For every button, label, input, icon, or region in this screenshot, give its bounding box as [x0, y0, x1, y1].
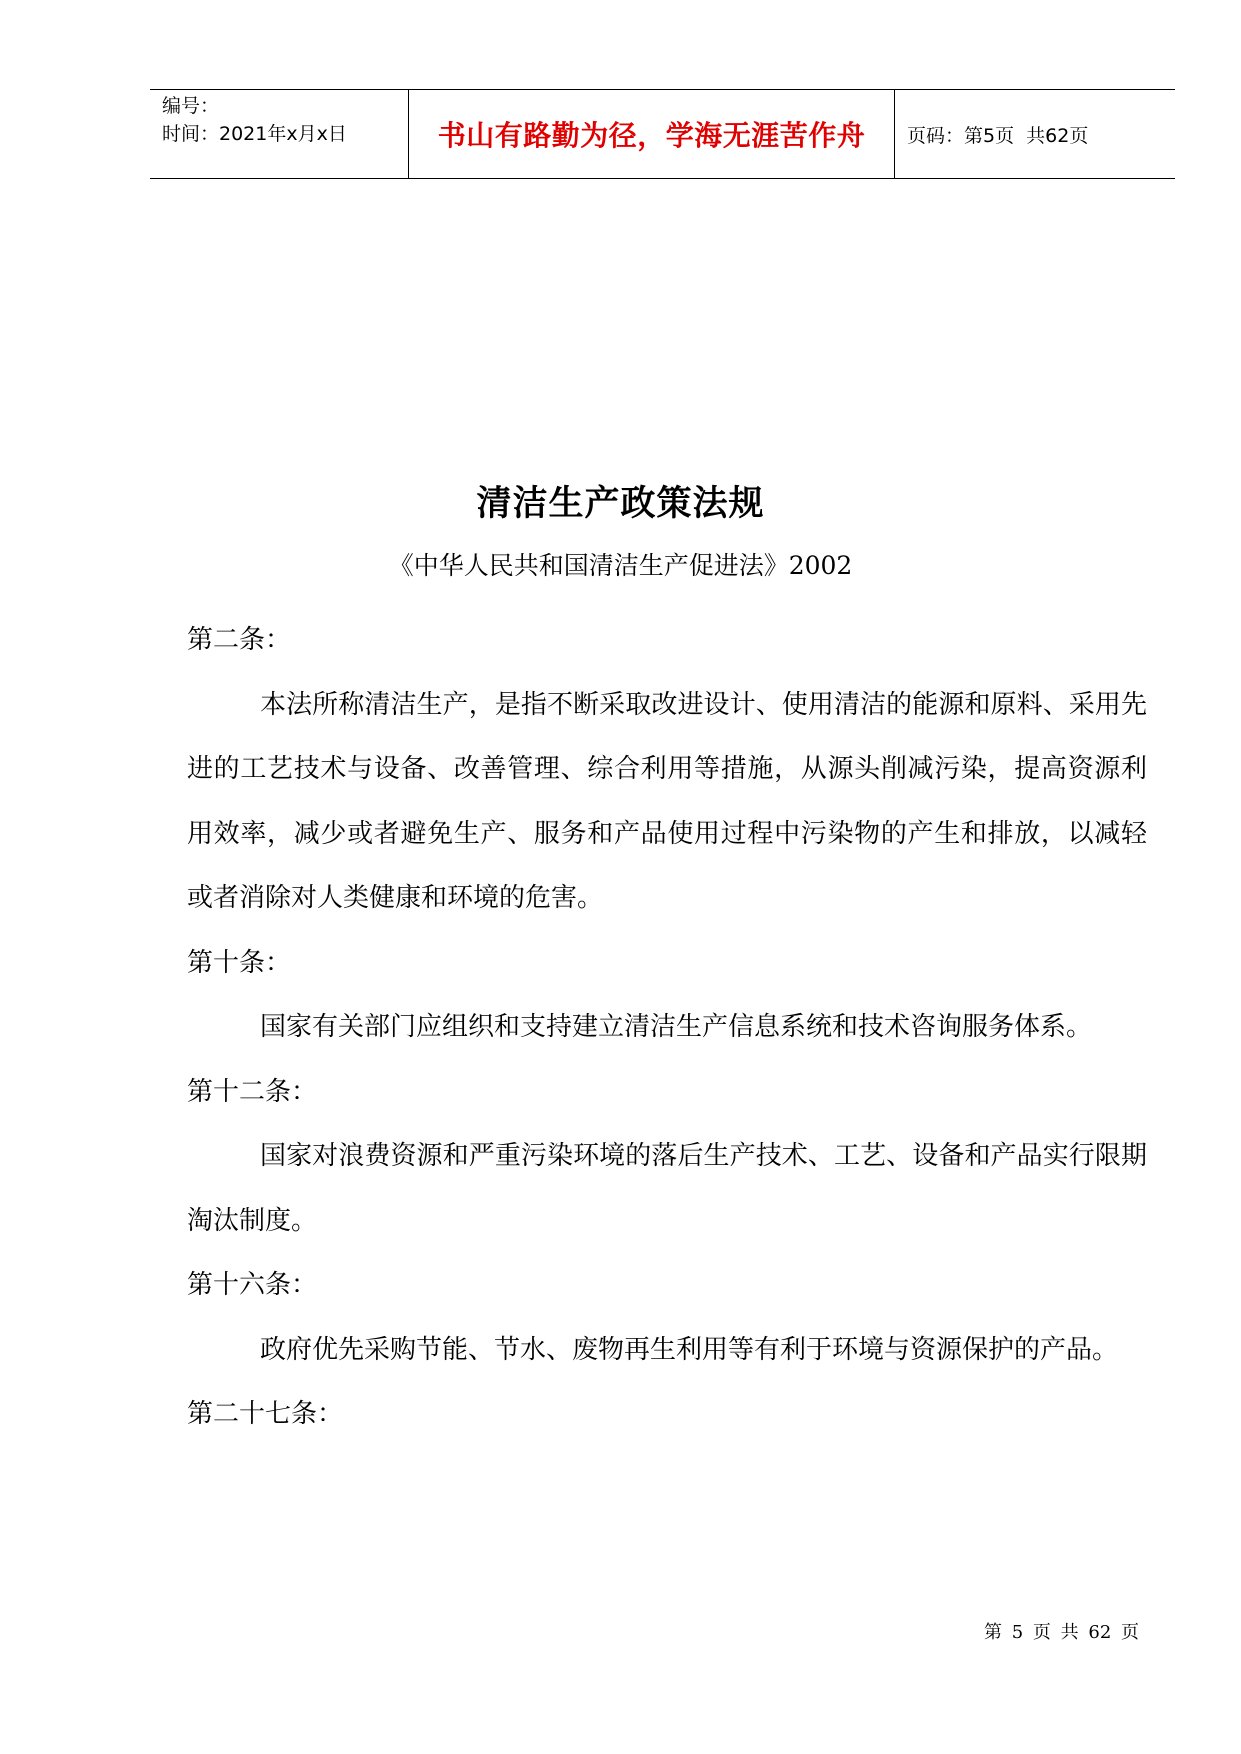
section-paragraph: 政府优先采购节能、节水、废物再生利用等有利于环境与资源保护的产品。 [260, 1334, 1119, 1365]
time-label: 时间：2021年x月x日 [162, 123, 347, 145]
section-heading: 第二条： [187, 625, 292, 655]
page-info-text: 页码：第5页 共62页 [907, 124, 1089, 147]
section-heading: 第十二条： [187, 1076, 318, 1107]
document-subtitle: 《中华人民共和国清洁生产促进法》2002 [388, 551, 853, 580]
page-footer: 第 5 页 共 62 页 [984, 1622, 1139, 1643]
section-heading: 第十六条： [187, 1270, 318, 1300]
header-meta [150, 90, 409, 178]
section-heading: 第二十七条： [187, 1399, 344, 1429]
section-paragraph: 国家对浪费资源和严重污染环境的落后生产技术、工艺、设备和产品实行限期淘汰制度。 [187, 1141, 1147, 1236]
section-paragraph: 国家有关部门应组织和支持建立清洁生产信息系统和技术咨询服务体系。 [260, 1012, 1093, 1042]
number-label: 编号： [162, 95, 220, 117]
header-motto: 书山有路勤为径，学海无涯苦作舟 [409, 90, 895, 178]
header-page-info [895, 90, 1175, 178]
section-paragraph: 本法所称清洁生产，是指不断采取改进设计、使用清洁的能源和原料、采用先进的工艺技术与设备、改善管理、综合利用等措施，从源头削减污染，提高资源利用效率，减少或者避免生产、服务和产品使用过程中污染物的产生和排放，以减轻或者消除对人类健康和环境的危害。 [187, 689, 1147, 913]
header-table [150, 89, 1175, 179]
document-body [187, 608, 1147, 1447]
document-title: 清洁生产政策法规 [476, 483, 765, 524]
section-heading: 第十条： [187, 947, 292, 978]
